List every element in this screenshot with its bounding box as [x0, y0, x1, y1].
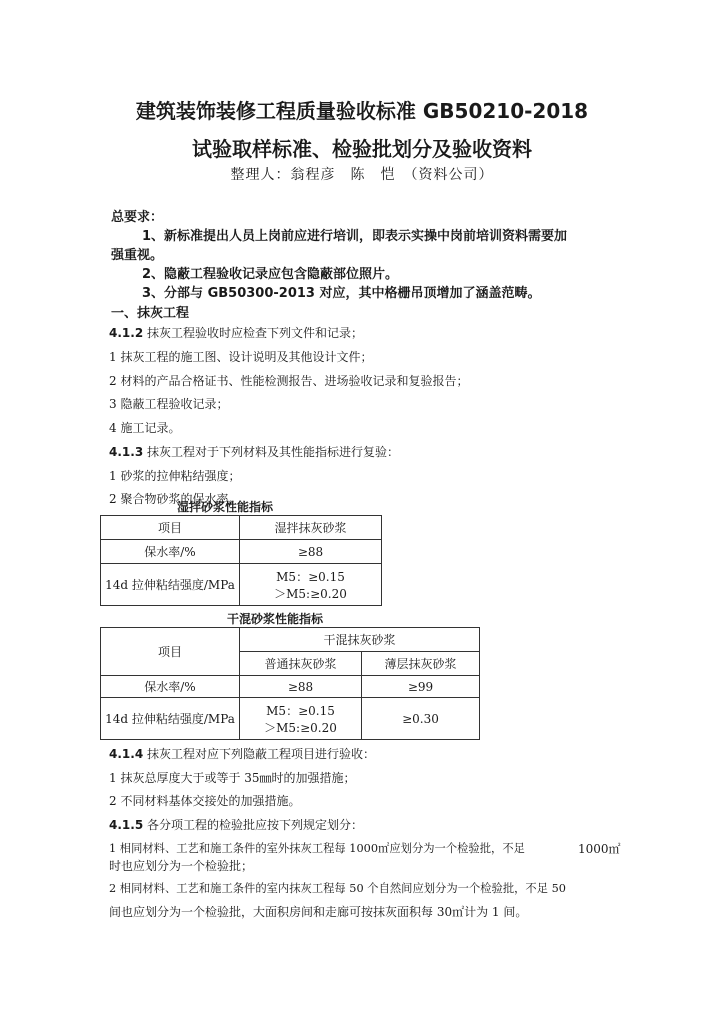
table2-value: M5：≥0.15	[266, 703, 335, 718]
requirement-1-cont: 强重视。	[111, 248, 164, 263]
document-title: 建筑装饰装修工程质量验收标准 GB50210-2018	[135, 99, 589, 123]
table2-cell	[240, 698, 362, 740]
table1-caption: 湿拌砂浆性能指标	[176, 500, 273, 514]
table1-value: M5：≥0.15	[276, 569, 345, 584]
list-item: 2 聚合物砂浆的保水率。	[109, 492, 241, 506]
clause-4-1-3	[109, 443, 399, 460]
table2-subheader: 普通抹灰砂浆	[240, 652, 362, 676]
clause-text: 抹灰工程对于下列材料及其性能指标进行复验：	[143, 445, 399, 459]
table2-cell: ≥88	[240, 676, 362, 698]
section-heading: 一、抹灰工程	[111, 306, 190, 321]
list-item: 3 隐蔽工程验收记录；	[109, 397, 229, 411]
clause-number: 4.1.2	[109, 326, 144, 340]
list-item: 1 抹灰工程的施工图、设计说明及其他设计文件；	[109, 350, 373, 364]
document-subtitle: 试验取样标准、检验批划分及验收资料	[192, 137, 532, 161]
list-item-tail: 1000㎡	[578, 842, 621, 856]
table2-cell: 14d 拉伸粘结强度/MPa	[101, 698, 240, 740]
table2-caption: 干混砂浆性能指标	[226, 612, 323, 626]
table1-cell: 保水率/%	[101, 540, 240, 564]
requirement-2: 2、隐蔽工程验收记录应包含隐蔽部位照片。	[142, 267, 399, 282]
requirements-heading: 总要求：	[111, 210, 164, 225]
table2-header-group: 干混抹灰砂浆	[240, 628, 480, 652]
list-item: 4 施工记录。	[109, 421, 181, 435]
table2-cell: ≥99	[362, 676, 480, 698]
table2-subheader: 薄层抹灰砂浆	[362, 652, 480, 676]
clause-number: 4.1.4	[109, 747, 144, 761]
clause-4-1-2	[109, 324, 363, 341]
clause-4-1-4	[109, 745, 375, 762]
table1-cell	[240, 564, 382, 606]
list-item: 1 相同材料、工艺和施工条件的室外抹灰工程每 1000㎡应划分为一个检验批，不足	[109, 842, 525, 855]
table1	[100, 515, 382, 606]
table2-value: ＞M5:≥0.20	[264, 720, 337, 735]
clause-text: 抹灰工程对应下列隐蔽工程项目进行验收：	[143, 747, 375, 761]
table2-header-item: 项目	[101, 628, 240, 676]
table1-header-mortar: 湿拌抹灰砂浆	[240, 516, 382, 540]
list-item: 1 砂浆的拉伸粘结强度；	[109, 469, 241, 483]
clause-4-1-5	[109, 816, 363, 833]
list-item-cont: 间也应划分为一个检验批，大面积房间和走廊可按抹灰面积每 30㎡计为 1 间。	[109, 905, 528, 919]
requirement-3: 3、分部与 GB50300-2013 对应，其中格栅吊顶增加了涵盖范畴。	[142, 286, 541, 301]
table1-cell: ≥88	[240, 540, 382, 564]
clause-number: 4.1.5	[109, 818, 144, 832]
list-item: 2 不同材料基体交接处的加强措施。	[109, 794, 301, 808]
requirement-1: 1、新标准提出人员上岗前应进行培训，即表示实操中岗前培训资料需要加	[142, 229, 568, 244]
table2-cell: ≥0.30	[362, 698, 480, 740]
clause-number: 4.1.3	[109, 445, 144, 459]
list-item: 1 抹灰总厚度大于或等于 35㎜时的加强措施；	[109, 771, 356, 785]
list-item-cont: 时也应划分为一个检验批；	[109, 859, 254, 873]
clause-text: 各分项工程的检验批应按下列规定划分：	[143, 818, 363, 832]
table2	[100, 627, 480, 740]
list-item: 2 材料的产品合格证书、性能检测报告、进场验收记录和复验报告；	[109, 374, 469, 388]
list-item: 2 相同材料、工艺和施工条件的室内抹灰工程每 50 个自然间应划分为一个检验批，不足 50	[109, 882, 566, 895]
table1-header-item: 项目	[101, 516, 240, 540]
compiler-line: 整理人：翁程彦 陈 恺 （资料公司）	[230, 167, 494, 183]
clause-text: 抹灰工程验收时应检查下列文件和记录；	[143, 326, 363, 340]
table1-cell: 14d 拉伸粘结强度/MPa	[101, 564, 240, 606]
table1-value: ＞M5:≥0.20	[274, 586, 347, 601]
table2-cell: 保水率/%	[101, 676, 240, 698]
